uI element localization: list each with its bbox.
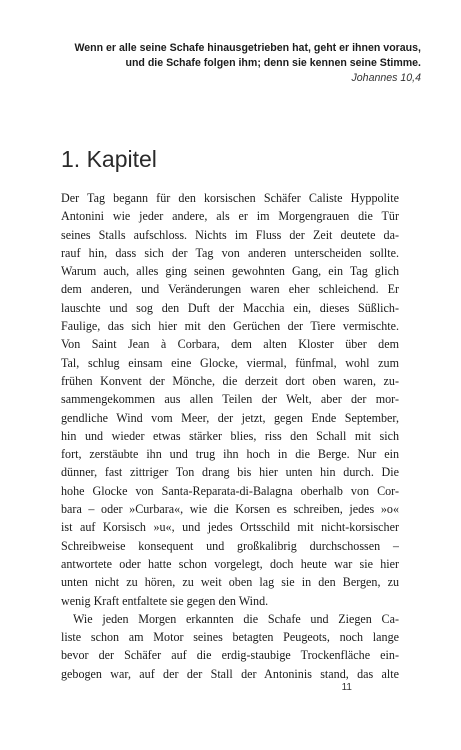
body-line: ist auf Korsisch »u«, und jedes Ortsschild mit nicht-korsischer (61, 520, 399, 535)
body-line: gendliche Wind vom Meer, der jetzt, gegen Ende September, (61, 410, 399, 425)
epigraph (40, 41, 421, 86)
body-line: Wie jeden Morgen erkannten die Schafe und Ziegen Ca- (73, 611, 399, 626)
body-line: hohe Glocke von Santa-Reparata-di-Balagna oberhalb von Cor- (61, 483, 399, 498)
body-line: Tal, schlug einsam eine Glocke, viermal, fünfmal, wohl zum (61, 355, 399, 370)
body-line: Schreibweise konsequent und großkalibrig durchschossen – (61, 538, 399, 553)
body-line: gebogen war, auf der der Stall der Antoninis stand, das alte (61, 666, 399, 681)
body-line: dünner, fast zittriger Ton drang bis hier unten hin durch. Die (61, 465, 399, 480)
body-line: frühen Konvent der Mönche, die derzeit dort oben waren, zu- (61, 373, 399, 388)
body-line: Von Saint Jean à Corbara, dem alten Kloster über dem (61, 337, 399, 352)
body-line: Faulige, das sich hier mit den Gerüchen der Tiere vermischte. (61, 319, 399, 334)
body-line: sammengekommen aus allen Teilen der Welt, aber der mor- (61, 392, 399, 407)
epigraph-line: und die Schafe folgen ihm; denn sie kennen seine Stimme. (125, 57, 421, 69)
body-text (61, 189, 399, 683)
body-line: seines Stalls aufschloss. Nichts im Fluss der Zeit deutete da- (61, 227, 399, 242)
chapter-title: 1. Kapitel (61, 146, 157, 172)
body-line: Der Tag begann für den korsischen Schäfer Caliste Hyppolite (61, 191, 399, 205)
body-line: fort, zerstäubte ihn und trug ihn hoch in die Berge. Nur ein (61, 447, 399, 462)
page-number: 11 (341, 682, 352, 693)
body-line: antwortete oder hatte schon vorgelegt, doch heute war sie hier (61, 556, 399, 571)
body-line: wenig Kraft entfaltete sie gegen den Wind. (61, 593, 269, 608)
body-line: hin und wieder etwas stärker blies, riss den Schall mit sich (61, 428, 399, 443)
body-line: unten nicht zu hören, zu weit oben lag sie in den Bergen, zu (61, 575, 399, 590)
epigraph-source: Johannes 10,4 (351, 72, 421, 84)
body-line: lauschte und sog den Duft der Macchia ein, dieses Süßlich- (61, 300, 399, 315)
body-line: Warum auch, alles ging seinen gewohnten Gang, ein Tag glich (61, 264, 399, 279)
epigraph-line: Wenn er alle seine Schafe hinausgetrieben hat, geht er ihnen voraus, (74, 42, 421, 54)
body-line: bara – oder »Curbara«, wie die Korsen es schreiben, jedes »o« (61, 502, 399, 517)
body-line: dem anderen, und Veränderungen waren eher schleichend. Er (61, 282, 399, 297)
body-line: Antonini wie jeder andere, als er im Morgengrauen die Tür (61, 209, 399, 224)
body-line: bevor der Schäfer auf die erdig-staubige Trockenfläche ein- (61, 648, 399, 663)
body-line: rauf hin, dass sich der Tag von anderen unterscheiden sollte. (61, 245, 399, 260)
body-line: liste schon am Motor seines betagten Peugeots, noch lange (61, 630, 399, 645)
